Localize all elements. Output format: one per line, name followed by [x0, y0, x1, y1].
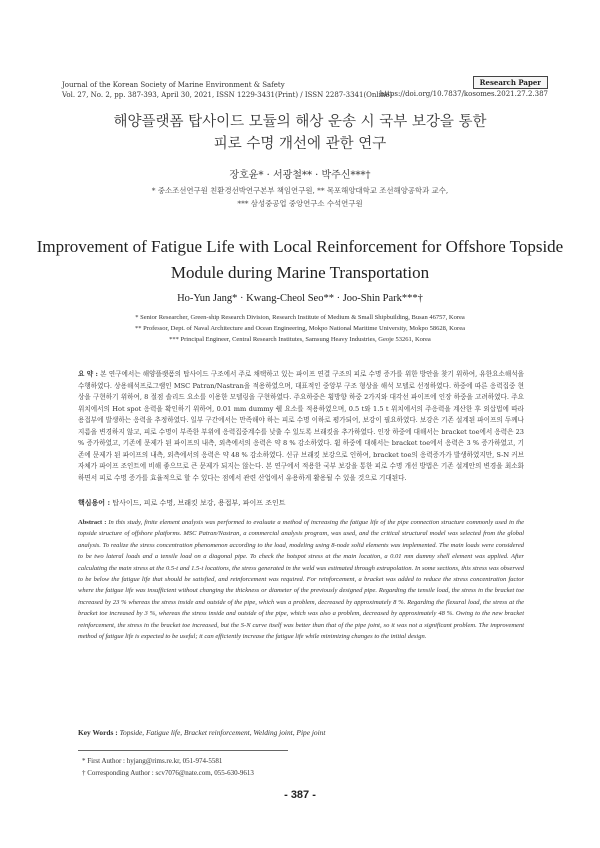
english-affiliation-line1: * Senior Researcher, Green-ship Research Division, Research Institute of Medium & Small Shipbuilding, Busan 46757, Korea [135, 314, 465, 321]
english-abstract-label: Abstract : [78, 519, 107, 526]
footnote-divider [78, 750, 288, 751]
journal-name: Journal of the Korean Society of Marine Environment & Safety [62, 81, 285, 89]
journal-header [62, 80, 392, 100]
korean-keywords-text: 탑사이드, 피로 수명, 브래킷 보강, 용접부, 파이프 조인트 [112, 499, 286, 507]
english-title-line2: Module during Marine Transportation [170, 263, 430, 282]
page-number: - 387 - [284, 789, 316, 801]
first-author-footnote: * First Author : hyjang@rims.re.kr, 051-974-5581 [82, 757, 223, 765]
english-abstract [78, 517, 524, 642]
article-type-badge: Research Paper [473, 76, 548, 89]
english-affiliation-line3: *** Principal Engineer, Central Research Institutes, Samsung Heavy Industries, Geoje 53261, Korea [169, 336, 431, 343]
korean-title [60, 111, 540, 155]
volume-info: Vol. 27, No. 2, pp. 387-393, April 30, 2021, ISSN 1229-3431(Print) / ISSN 2287-3341(Online) [62, 91, 393, 99]
korean-affiliations [0, 185, 600, 210]
english-title-line1: Improvement of Fatigue Life with Local Reinforcement for Offshore Topside [36, 237, 564, 256]
korean-affiliation-line2: *** 삼성중공업 중앙연구소 수석연구원 [237, 198, 363, 208]
korean-abstract-label: 요 약 : [78, 370, 98, 378]
korean-affiliation-line1: * 중소조선연구원 친환경선박연구본부 책임연구원, ** 목포해양대학교 조선해양공학과 교수, [151, 186, 449, 195]
korean-title-line1: 해양플랫폼 탑사이드 모듈의 해상 운송 시 국부 보강을 통한 [113, 114, 487, 130]
korean-title-line2: 피로 수명 개선에 관한 연구 [213, 136, 387, 152]
korean-keywords [78, 498, 524, 508]
footnotes [82, 756, 254, 779]
english-keywords [78, 728, 524, 737]
english-keywords-text: Topside, Fatigue life, Bracket reinforcement, Welding joint, Pipe joint [119, 728, 326, 737]
korean-abstract-text: 본 연구에서는 해양플랫폼의 탑사이드 구조에서 주로 채택하고 있는 파이프 연결 구조의 피로 수명 증가를 위한 방안을 찾기 위하여, 유한요소해석을 수행하였다. 상용해석프로그램인 MSC Patran/Nastran을 적용하였으며, 대표적인 중앙부 구조 형상을 해석 모델로 선정하였다. 하중에 따른 응력집중 현상을 구현하기 위하여, 8 절점 솔리드 요소를 이용한 모델링을 구현하였다. 주요하중은 횡방향 하중 2가지와 대각선 파이프에 인장 하중을 고려하였다. 주요 위치에서의 Hot spot 응력을 확인하기 위하여, 0.01 mm dummy 쉘 요소를 적용하였으며, 0.5 t와 1.5 t 위치에서의 주응력을 계산한 후 외삽법에 따라 용접부에 발생하는 응력을 추정하였다. 일부 구간에서는 만족해야 하는 피로 수명 이하로 평가되어, 보강이 필요하였다. 보강은 기존 설계된 파이프의 두께나 지름을 변경하지 않고, 피로 수명이 부족한 부위에 응력집중계수를 낮출 수 있도록 브래킷을 추가하였다. 인장 하중에 대해서는 bracket toe에서 응력은 23 % 증가하였고, 기존에 문제가 된 파이프의 내측, 외측에서의 응력은 약 8 % 감소하였다. 휨 하중에 대해서는 bracket toe에서 응력은 3 % 증가하였고, 기존에 문제가 된 파이프의 내측, 외측에서의 응력은 약 48 % 감소하였다. 신규 브래킷 보강으로 인하여, bracket toe의 응력증가가 발생하였지만, S-N 커브 자체가 파이프 조인트에 비해 좋으므로 큰 문제가 되지는 않는다. 본 연구에서 적용한 국부 보강을 통한 피로 수명 개선 방법은 기존 설계안의 변경을 최소화하면서 피로 수명 증가를 효율적으로 할 수 있다는 점에서 관련 산업에서 유용하게 활용될 수 있을 것으로 기대된다. [78, 370, 524, 482]
korean-abstract [78, 369, 524, 484]
english-affiliations [60, 312, 540, 345]
korean-keywords-label: 핵심용어 : [78, 498, 111, 507]
doi-link[interactable]: https://doi.org/10.7837/kosomes.2021.27.2.387 [379, 90, 548, 98]
corresponding-author-footnote: † Corresponding Author : scv7076@nate.com, 055-630-9613 [82, 768, 254, 777]
english-keywords-label: Key Words : [78, 728, 118, 737]
english-abstract-text: In this study, finite element analysis was performed to evaluate a method of increasing the fatigue life of the pipe connection structure commonly used in the topside structure of offshore platforms. MSC Patran/Nastran, a commercial analysis program, was used, and the critical structural model was selected from the global analysis. To realize the stress concentration phenomenon according to the load, modeling using 8-node solid elements was implemented. The main loads were considered to be two lateral loads and a tensile load on a diagonal pipe. To check the hotspot stress at the main location, a 0.01 mm dummy shell element was applied. After calculating the main stress at the 0.5-t and 1.5-t locations, the stress generated in the weld was estimated through extrapolation. In some sections, this stress was observed to be below the fatigue life that should be satisfied, and reinforcement was required. For reinforcement, a bracket was added to reduce the stress concentration factor where the fatigue life was insufficient without changing the thickness or diameter of the previously designed pipe. Regarding the tensile load, the stress in the bracket toe increased by 23 % whereas the stress inside and outside of the pipe, which was a problem, decreased by approximately 8 %. Regarding the flexural load, the stress at the bracket toe increased by 3 %, whereas the stress inside and outside of the pipe, which was also a problem, decreased by approximately 48 %. Owing to the new bracket reinforcement, the stress in the bracket toe increased, but the S-N curve itself was better than that of the pipe joint, so it was not a significant problem. The improvement method of fatigue life is expected to be useful; it can efficiently increase the fatigue life while minimizing changes to the initial design. [78, 519, 525, 641]
english-authors: Ho-Yun Jang* · Kwang-Cheol Seo** · Joo-Shin Park***† [177, 293, 423, 304]
english-title [30, 234, 570, 286]
korean-authors: 장호윤* · 서광철** · 박주신***† [229, 170, 371, 181]
english-affiliation-line2: ** Professor, Dept. of Naval Architecture and Ocean Engineering, Mokpo National Maritime University, Mokpo 58628, Korea [134, 325, 465, 332]
